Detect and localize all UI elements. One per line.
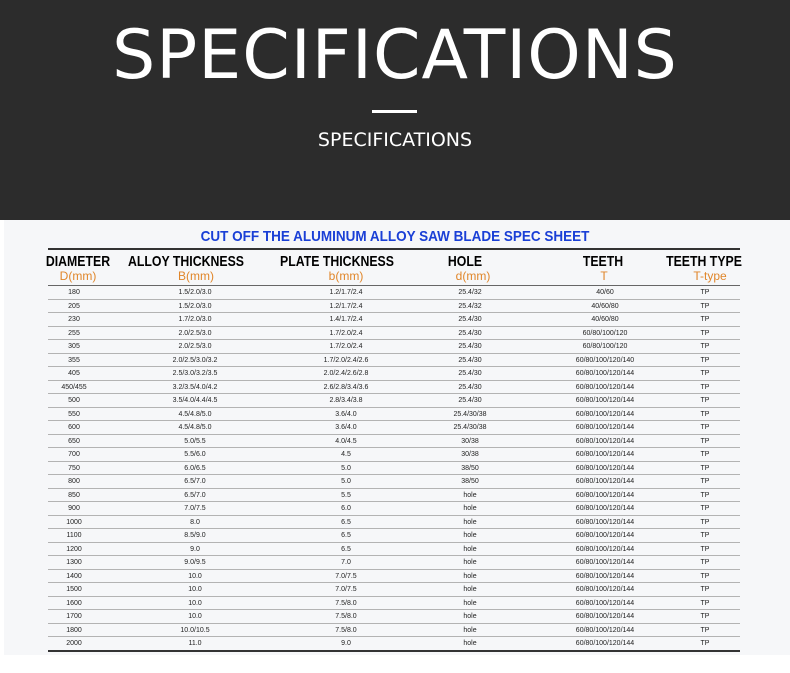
cell-diameter: 450/455: [61, 383, 87, 391]
cell-alloy-thickness: 4.5/4.8/5.0: [178, 410, 212, 418]
cell-teeth: 60/80/100/120/144: [575, 626, 635, 634]
cell-teeth-type: TP: [700, 410, 710, 418]
cell-alloy-thickness: 1.5/2.0/3.0: [178, 302, 212, 310]
cell-diameter: 255: [68, 329, 80, 337]
cell-alloy-thickness: 6.0/6.5: [184, 464, 206, 472]
col-header-teeth-type: TEETH TYPE: [666, 253, 742, 270]
page-subtitle: SPECIFICATIONS: [317, 129, 473, 151]
cell-plate-thickness: 7.5/8.0: [335, 613, 357, 620]
cell-plate-thickness: 6.5: [341, 532, 351, 539]
cell-teeth: 40/60: [596, 289, 614, 296]
table-row: [48, 286, 740, 300]
cell-teeth-type: TP: [700, 505, 710, 512]
cell-teeth: 60/80/100/120/144: [575, 410, 635, 418]
cell-diameter: 800: [68, 478, 80, 485]
cell-teeth: 60/80/100/120/144: [575, 478, 635, 485]
table-row: [48, 300, 740, 314]
cell-diameter: 1700: [66, 613, 82, 620]
cell-alloy-thickness: 10.0/10.5: [180, 626, 210, 634]
cell-teeth-type: TP: [700, 545, 710, 553]
cell-diameter: 205: [68, 302, 80, 310]
cell-plate-thickness: 3.6/4.0: [335, 424, 357, 431]
cell-hole: 25.4/32: [458, 289, 482, 296]
table-row: [48, 435, 740, 449]
table-row: [48, 570, 740, 584]
cell-teeth: 60/80/100/120/144: [575, 559, 635, 566]
table-body: [0, 286, 790, 651]
cell-diameter: 1500: [66, 586, 82, 593]
table-row: [48, 637, 740, 651]
col-header-hole: HOLE: [447, 253, 483, 270]
cell-hole: hole: [463, 599, 477, 607]
cell-hole: hole: [463, 586, 477, 593]
cell-diameter: 1000: [66, 518, 82, 526]
header-banner: [0, 0, 790, 220]
table-row: [48, 327, 740, 341]
table-row: [48, 340, 740, 354]
cell-diameter: 1600: [66, 599, 82, 607]
table-row: [48, 354, 740, 368]
table-row: [48, 448, 740, 462]
cell-teeth: 60/80/100/120/144: [575, 464, 635, 472]
cell-diameter: 750: [68, 464, 80, 472]
cell-teeth: 40/60/80: [591, 316, 619, 323]
cell-alloy-thickness: 6.5/7.0: [184, 478, 206, 485]
cell-teeth: 60/80/100/120/144: [575, 397, 635, 404]
cell-alloy-thickness: 5.5/6.0: [184, 451, 206, 458]
col-header-diameter: DIAMETER: [45, 253, 111, 270]
unit-hole: d(mm): [455, 269, 491, 283]
cell-hole: 25.4/30: [458, 383, 482, 391]
cell-teeth-type: TP: [700, 424, 710, 431]
cell-plate-thickness: 6.0: [341, 505, 351, 512]
table-top-rule: [48, 248, 740, 250]
cell-teeth-type: TP: [700, 532, 710, 539]
cell-diameter: 1200: [66, 545, 82, 553]
cell-teeth: 60/80/100/120/140: [575, 356, 635, 364]
cell-plate-thickness: 6.5: [341, 545, 351, 553]
cell-alloy-thickness: 9.0: [190, 545, 200, 553]
cell-plate-thickness: 4.5: [341, 451, 351, 458]
table-row: [48, 313, 740, 327]
cell-plate-thickness: 1.2/1.7/2.4: [329, 289, 363, 296]
table-row: [48, 502, 740, 516]
cell-hole: 25.4/30: [458, 316, 482, 323]
cell-alloy-thickness: 3.2/3.5/4.0/4.2: [172, 383, 218, 391]
cell-alloy-thickness: 3.5/4.0/4.4/4.5: [172, 397, 218, 404]
cell-alloy-thickness: 8.0: [190, 518, 200, 526]
cell-alloy-thickness: 2.0/2.5/3.0/3.2: [172, 356, 218, 364]
cell-teeth: 60/80/100/120/144: [575, 383, 635, 391]
table-unit-row: [0, 269, 790, 285]
cell-hole: hole: [463, 518, 477, 526]
cell-teeth: 60/80/100/120/144: [575, 545, 635, 553]
cell-teeth-type: TP: [700, 599, 710, 607]
table-row: [48, 516, 740, 530]
cell-teeth: 60/80/100/120/144: [575, 532, 635, 539]
cell-diameter: 405: [68, 370, 80, 377]
cell-alloy-thickness: 7.0/7.5: [184, 505, 206, 512]
cell-hole: hole: [463, 532, 477, 539]
cell-hole: 30/38: [461, 451, 479, 458]
table-row: [48, 624, 740, 638]
cell-teeth: 60/80/100/120/144: [575, 451, 635, 458]
cell-hole: hole: [463, 572, 477, 580]
cell-plate-thickness: 7.0: [341, 559, 351, 566]
cell-teeth: 60/80/100/120/144: [575, 613, 635, 620]
cell-diameter: 1400: [66, 572, 82, 580]
cell-plate-thickness: 7.0/7.5: [335, 572, 357, 580]
cell-diameter: 900: [68, 505, 80, 512]
unit-plate-thickness: b(mm): [328, 269, 364, 283]
cell-alloy-thickness: 9.0/9.5: [184, 559, 206, 566]
cell-alloy-thickness: 10.0: [188, 586, 202, 593]
cell-teeth-type: TP: [700, 437, 710, 445]
cell-diameter: 305: [68, 343, 80, 350]
cell-teeth-type: TP: [700, 572, 710, 580]
cell-plate-thickness: 1.7/2.0/2.4: [329, 329, 363, 337]
cell-teeth-type: TP: [700, 397, 710, 404]
cell-teeth-type: TP: [700, 383, 710, 391]
cell-teeth: 60/80/100/120/144: [575, 518, 635, 526]
cell-hole: hole: [463, 626, 477, 634]
table-row: [48, 610, 740, 624]
cell-diameter: 355: [68, 356, 80, 364]
cell-hole: hole: [463, 491, 477, 499]
col-header-teeth: TEETH: [582, 253, 624, 270]
table-row: [48, 597, 740, 611]
cell-plate-thickness: 9.0: [341, 640, 351, 647]
cell-hole: 25.4/30: [458, 329, 482, 337]
page-title: SPECIFICATIONS: [112, 16, 678, 95]
cell-alloy-thickness: 10.0: [188, 613, 202, 620]
cell-hole: hole: [463, 613, 477, 620]
cell-teeth: 60/80/100/120/144: [575, 424, 635, 431]
cell-teeth-type: TP: [700, 451, 710, 458]
cell-teeth-type: TP: [700, 640, 710, 647]
cell-plate-thickness: 3.6/4.0: [335, 410, 357, 418]
cell-plate-thickness: 6.5: [341, 518, 351, 526]
cell-alloy-thickness: 8.5/9.0: [184, 532, 206, 539]
cell-plate-thickness: 1.4/1.7/2.4: [329, 316, 363, 323]
cell-hole: 25.4/32: [458, 302, 482, 310]
cell-teeth-type: TP: [700, 289, 710, 296]
cell-hole: 25.4/30: [458, 370, 482, 377]
unit-alloy-thickness: B(mm): [178, 269, 214, 283]
cell-teeth: 60/80/100/120/144: [575, 572, 635, 580]
cell-diameter: 700: [68, 451, 80, 458]
table-row: [48, 381, 740, 395]
table-row: [48, 543, 740, 557]
table-row: [48, 408, 740, 422]
col-header-alloy-thickness: ALLOY THICKNESS: [128, 253, 244, 270]
cell-diameter: 1100: [66, 532, 82, 539]
cell-diameter: 500: [68, 397, 80, 404]
cell-hole: 38/50: [461, 478, 479, 485]
cell-alloy-thickness: 6.5/7.0: [184, 491, 206, 499]
cell-hole: 25.4/30/38: [453, 424, 487, 431]
cell-diameter: 600: [68, 424, 80, 431]
cell-plate-thickness: 5.0: [341, 478, 351, 485]
cell-teeth-type: TP: [700, 356, 710, 364]
cell-teeth-type: TP: [700, 626, 710, 634]
cell-alloy-thickness: 2.0/2.5/3.0: [178, 343, 212, 350]
cell-teeth: 60/80/100/120/144: [575, 491, 635, 499]
cell-teeth: 60/80/100/120: [582, 329, 628, 337]
cell-teeth-type: TP: [700, 478, 710, 485]
cell-hole: 25.4/30: [458, 397, 482, 404]
cell-teeth-type: TP: [700, 586, 710, 593]
cell-diameter: 1800: [66, 626, 82, 634]
table-row: [48, 489, 740, 503]
cell-diameter: 230: [68, 316, 80, 323]
cell-teeth: 60/80/100/120/144: [575, 370, 635, 377]
cell-teeth-type: TP: [700, 464, 710, 472]
cell-hole: 25.4/30: [458, 356, 482, 364]
cell-teeth: 60/80/100/120/144: [575, 599, 635, 607]
cell-diameter: 2000: [66, 640, 82, 647]
cell-teeth-type: TP: [700, 613, 710, 620]
cell-hole: hole: [463, 545, 477, 553]
cell-plate-thickness: 7.5/8.0: [335, 599, 357, 607]
cell-teeth: 40/60/80: [591, 302, 619, 310]
cell-plate-thickness: 1.7/2.0/2.4/2.6: [323, 356, 369, 364]
cell-diameter: 850: [68, 491, 80, 499]
table-row: [48, 529, 740, 543]
table-row: [48, 462, 740, 476]
cell-alloy-thickness: 10.0: [188, 599, 202, 607]
cell-diameter: 1300: [66, 559, 82, 566]
cell-hole: hole: [463, 505, 477, 512]
unit-teeth-type: T-type: [693, 269, 727, 283]
cell-plate-thickness: 7.5/8.0: [335, 626, 357, 634]
title-divider: [372, 110, 417, 113]
cell-teeth: 60/80/100/120/144: [575, 586, 635, 593]
cell-plate-thickness: 2.6/2.8/3.4/3.6: [323, 383, 369, 391]
cell-alloy-thickness: 5.0/5.5: [184, 437, 206, 445]
table-row: [48, 475, 740, 489]
cell-plate-thickness: 5.5: [341, 491, 351, 499]
cell-teeth-type: TP: [700, 518, 710, 526]
cell-teeth: 60/80/100/120/144: [575, 437, 635, 445]
cell-diameter: 650: [68, 437, 80, 445]
cell-plate-thickness: 7.0/7.5: [335, 586, 357, 593]
cell-plate-thickness: 4.0/4.5: [335, 437, 357, 445]
cell-plate-thickness: 2.0/2.4/2.6/2.8: [323, 370, 369, 377]
cell-plate-thickness: 5.0: [341, 464, 351, 472]
cell-alloy-thickness: 1.7/2.0/3.0: [178, 316, 212, 323]
cell-hole: 30/38: [461, 437, 479, 445]
cell-alloy-thickness: 2.5/3.0/3.2/3.5: [172, 370, 218, 377]
cell-plate-thickness: 1.2/1.7/2.4: [329, 302, 363, 310]
unit-teeth: T: [600, 269, 608, 283]
cell-alloy-thickness: 4.5/4.8/5.0: [178, 424, 212, 431]
unit-diameter: D(mm): [59, 269, 97, 283]
cell-alloy-thickness: 1.5/2.0/3.0: [178, 289, 212, 296]
table-row: [48, 367, 740, 381]
cell-hole: 25.4/30/38: [453, 410, 487, 418]
cell-teeth: 60/80/100/120/144: [575, 640, 635, 647]
cell-hole: 38/50: [461, 464, 479, 472]
cell-teeth-type: TP: [700, 491, 710, 499]
table-row: [48, 583, 740, 597]
cell-teeth-type: TP: [700, 316, 710, 323]
cell-plate-thickness: 1.7/2.0/2.4: [329, 343, 363, 350]
cell-diameter: 180: [68, 289, 80, 296]
cell-diameter: 550: [68, 410, 80, 418]
table-row: [48, 421, 740, 435]
cell-hole: 25.4/30: [458, 343, 482, 350]
cell-teeth-type: TP: [700, 343, 710, 350]
cell-hole: hole: [463, 640, 477, 647]
table-row: [48, 394, 740, 408]
cell-alloy-thickness: 10.0: [188, 572, 202, 580]
cell-alloy-thickness: 2.0/2.5/3.0: [178, 329, 212, 337]
cell-hole: hole: [463, 559, 477, 566]
cell-teeth: 60/80/100/120/144: [575, 505, 635, 512]
cell-teeth: 60/80/100/120: [582, 343, 628, 350]
cell-teeth-type: TP: [700, 302, 710, 310]
cell-plate-thickness: 2.8/3.4/3.8: [329, 397, 363, 404]
cell-teeth-type: TP: [700, 329, 710, 337]
cell-teeth-type: TP: [700, 370, 710, 377]
spec-sheet-title: CUT OFF THE ALUMINUM ALLOY SAW BLADE SPEC SHEET: [200, 228, 590, 245]
cell-alloy-thickness: 11.0: [188, 640, 202, 647]
col-header-plate-thickness: PLATE THICKNESS: [280, 253, 394, 270]
table-row: [48, 556, 740, 570]
cell-teeth-type: TP: [700, 559, 710, 566]
table-bottom-rule: [48, 650, 740, 652]
